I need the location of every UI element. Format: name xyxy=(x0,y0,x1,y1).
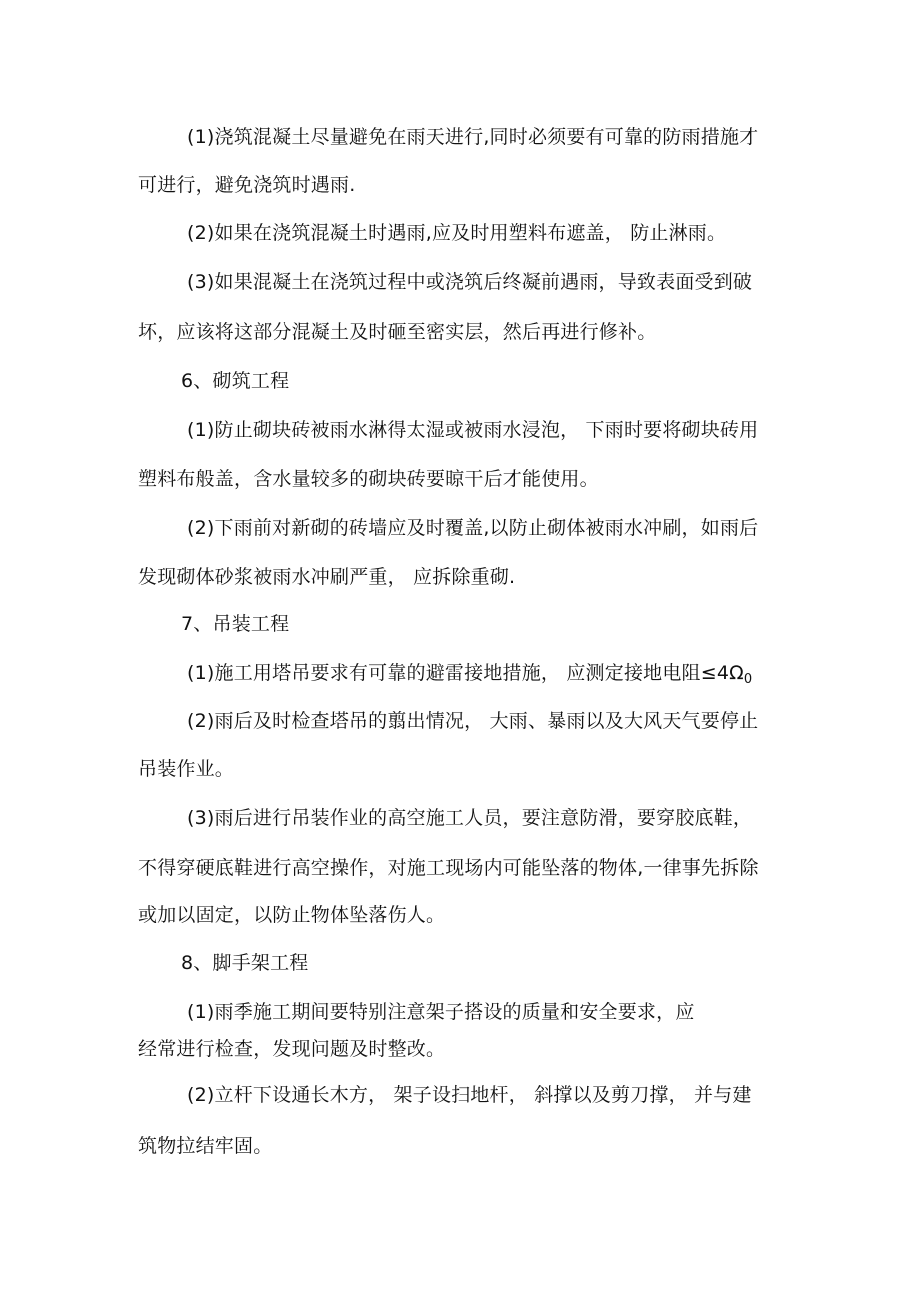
paragraph-line: (1)雨季施工期间要特别注意架子搭设的质量和安全要求，应 xyxy=(187,1001,695,1023)
paragraph-line: (2)立杆下设通长木方， 架子设扫地杆， 斜撑以及剪刀撑， 并与建 xyxy=(187,1084,752,1106)
section-heading: 8、脚手架工程 xyxy=(181,952,309,974)
section-heading: 7、吊装工程 xyxy=(181,613,290,635)
paragraph-line: 可进行，避免浇筑时遇雨. xyxy=(138,174,356,196)
paragraph-line: (3)雨后进行吊装作业的高空施工人员，要注意防滑，要穿胶底鞋， xyxy=(187,807,753,829)
paragraph-line: 经常进行检查，发现问题及时整改。 xyxy=(138,1038,446,1060)
paragraph-line: (2)雨后及时检查塔吊的翦出情况， 大雨、暴雨以及大风天气要停止 xyxy=(187,710,759,732)
paragraph-line: 筑物拉结牢固。 xyxy=(138,1135,273,1157)
paragraph-line: 坏，应该将这部分混凝土及时砸至密实层，然后再进行修补。 xyxy=(138,321,657,343)
paragraph-line: (2)如果在浇筑混凝土时遇雨,应及时用塑料布遮盖， 防止淋雨。 xyxy=(187,222,727,244)
paragraph-line: 不得穿硬底鞋进行高空操作，对施工现场内可能坠落的物体,一律事先拆除 xyxy=(138,857,759,879)
paragraph-line: (1)浇筑混凝土尽量避免在雨天进行,同时必须要有可靠的防雨措施才 xyxy=(187,126,759,148)
paragraph-line: 发现砌体砂浆被雨水冲刷严重， 应拆除重砌. xyxy=(138,566,516,588)
line-text: (1)施工用塔吊要求有可靠的避雷接地措施， 应测定接地电阻≤4Ω xyxy=(187,662,744,684)
paragraph-line: (2)下雨前对新砌的砖墙应及时覆盖,以防止砌体被雨水冲刷，如雨后 xyxy=(187,517,759,539)
subscript: 0 xyxy=(743,672,753,687)
paragraph-line: (3)如果混凝土在浇筑过程中或浇筑后终凝前遇雨，导致表面受到破 xyxy=(187,271,753,293)
paragraph-line xyxy=(187,660,752,693)
paragraph-line: (1)防止砌块砖被雨水淋得太湿或被雨水浸泡， 下雨时要将砌块砖用 xyxy=(187,419,759,441)
section-heading: 6、砌筑工程 xyxy=(181,370,290,392)
paragraph-line: 塑料布般盖，含水量较多的砌块砖要晾干后才能使用。 xyxy=(138,468,599,490)
paragraph-line: 吊装作业。 xyxy=(138,758,235,780)
paragraph-line: 或加以固定，以防止物体坠落伤人。 xyxy=(138,904,446,926)
